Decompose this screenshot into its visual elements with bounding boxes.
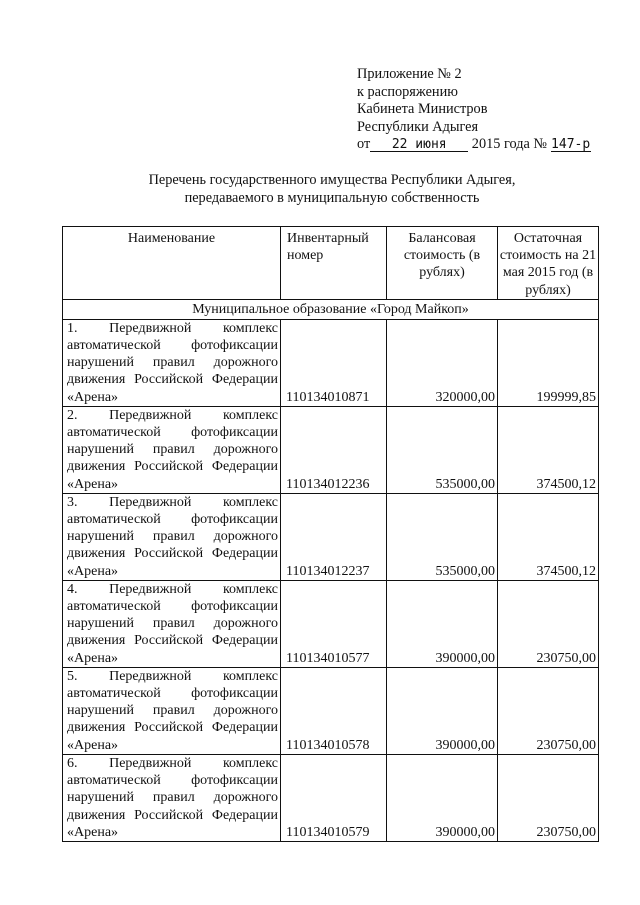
item-name: 1. Передвижной комплекс автоматической фотофиксации нарушений правил дорожного движения Российской Федерации «Арена» bbox=[63, 319, 281, 406]
item-name: 6. Передвижной комплекс автоматической фотофиксации нарушений правил дорожного движения Российской Федерации «Арена» bbox=[63, 754, 281, 841]
order-number: 147-р bbox=[551, 137, 591, 152]
item-balance-value: 390000,00 bbox=[387, 580, 498, 667]
item-inventory-number: 110134010578 bbox=[281, 667, 387, 754]
appendix-republic-line: Республики Адыгея bbox=[357, 118, 479, 135]
item-balance-value: 390000,00 bbox=[387, 667, 498, 754]
item-inventory-number: 110134010579 bbox=[281, 754, 387, 841]
appendix-header bbox=[357, 66, 591, 154]
item-balance-value: 535000,00 bbox=[387, 493, 498, 580]
appendix-number: Приложение № 2 bbox=[357, 66, 462, 82]
title-line-1: Перечень государственного имущества Республики Адыгея, bbox=[148, 172, 516, 188]
item-residual-value: 230750,00 bbox=[498, 667, 599, 754]
item-inventory-number: 110134012236 bbox=[281, 406, 387, 493]
item-inventory-number: 110134010871 bbox=[281, 319, 387, 406]
item-inventory-number: 110134010577 bbox=[281, 580, 387, 667]
table-row bbox=[63, 667, 599, 754]
column-header-inventory: Инвентарный номер bbox=[281, 227, 387, 300]
table-row bbox=[63, 754, 599, 841]
column-header-name: Наименование bbox=[63, 227, 281, 300]
item-residual-value: 199999,85 bbox=[498, 319, 599, 406]
item-balance-value: 390000,00 bbox=[387, 754, 498, 841]
table-row bbox=[63, 493, 599, 580]
column-header-balance: Балансовая стоимость (в рублях) bbox=[387, 227, 498, 300]
item-name: 2. Передвижной комплекс автоматической фотофиксации нарушений правил дорожного движения Российской Федерации «Арена» bbox=[63, 406, 281, 493]
item-balance-value: 535000,00 bbox=[387, 406, 498, 493]
item-name: 3. Передвижной комплекс автоматической фотофиксации нарушений правил дорожного движения Российской Федерации «Арена» bbox=[63, 493, 281, 580]
column-header-residual: Остаточная стоимость на 21 мая 2015 год (в рублях) bbox=[498, 227, 599, 300]
date-suffix: 2015 года № bbox=[471, 136, 548, 152]
property-table bbox=[62, 226, 599, 842]
item-residual-value: 374500,12 bbox=[498, 406, 599, 493]
section-title: Муниципальное образование «Город Майкоп» bbox=[63, 299, 599, 319]
date-value: 22 июня bbox=[370, 138, 468, 152]
appendix-cabinet-line: Кабинета Министров bbox=[357, 101, 488, 117]
item-name: 4. Передвижной комплекс автоматической фотофиксации нарушений правил дорожного движения Российской Федерации «Арена» bbox=[63, 580, 281, 667]
item-inventory-number: 110134012237 bbox=[281, 493, 387, 580]
item-residual-value: 230750,00 bbox=[498, 754, 599, 841]
table-row bbox=[63, 319, 599, 406]
table-row bbox=[63, 580, 599, 667]
appendix-date-line bbox=[357, 136, 591, 154]
section-row bbox=[63, 299, 599, 319]
item-residual-value: 374500,12 bbox=[498, 493, 599, 580]
item-name: 5. Передвижной комплекс автоматической фотофиксации нарушений правил дорожного движения Российской Федерации «Арена» bbox=[63, 667, 281, 754]
document-title bbox=[60, 172, 604, 207]
appendix-order-line: к распоряжению bbox=[357, 83, 458, 100]
table-row bbox=[63, 406, 599, 493]
title-line-2: передаваемого в муниципальную собственность bbox=[184, 189, 480, 206]
table-header-row bbox=[63, 227, 599, 300]
item-balance-value: 320000,00 bbox=[387, 319, 498, 406]
item-residual-value: 230750,00 bbox=[498, 580, 599, 667]
date-prefix: от bbox=[357, 136, 371, 152]
